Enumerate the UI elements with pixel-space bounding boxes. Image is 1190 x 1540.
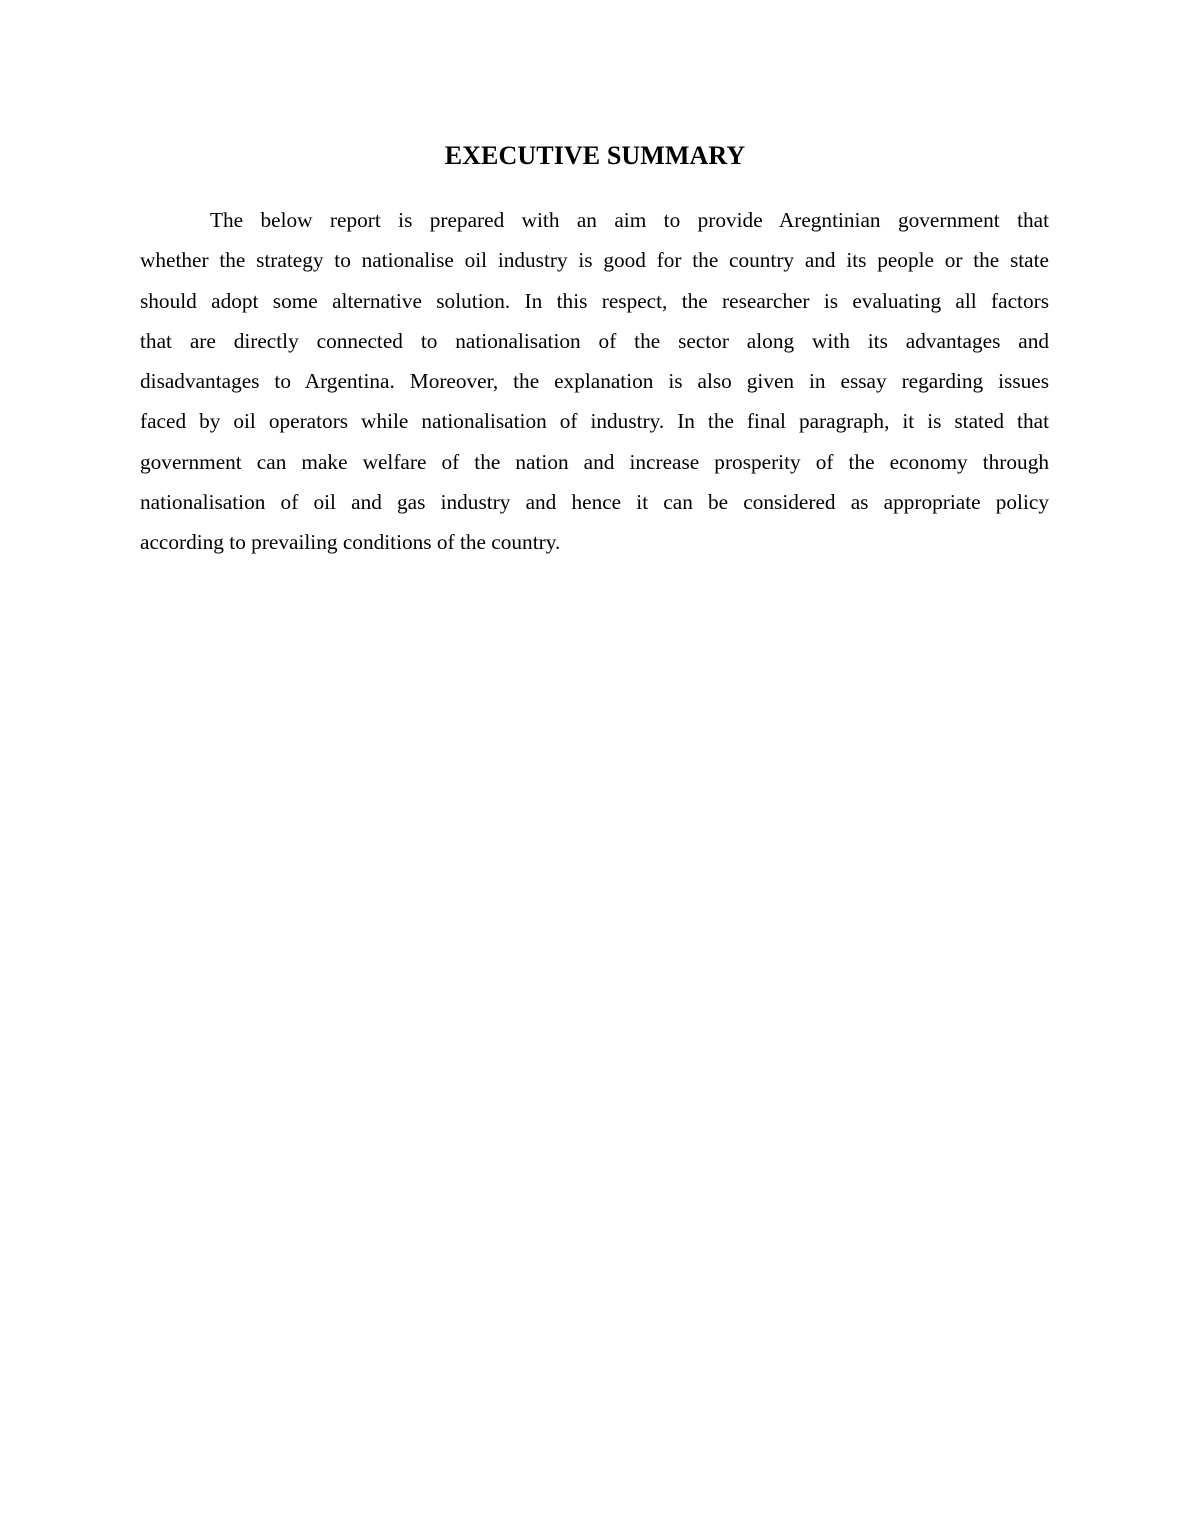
- paragraph-line: that are directly connected to nationalisation of the sector along with its advantages and: [140, 328, 1049, 353]
- paragraph-line: The below report is prepared with an aim to provide Aregntinian government that: [210, 208, 1049, 232]
- paragraph-line: whether the strategy to nationalise oil industry is good for the country and its people or the state: [140, 248, 1049, 273]
- page-title: EXECUTIVE SUMMARY: [444, 141, 746, 170]
- paragraph-line: government can make welfare of the nation and increase prosperity of the economy through: [140, 449, 1049, 474]
- paragraph-line: should adopt some alternative solution. In this respect, the researcher is evaluating all factors: [140, 288, 1049, 313]
- paragraph-line: nationalisation of oil and gas industry and hence it can be considered as appropriate policy: [140, 490, 1049, 515]
- executive-summary-paragraph: [140, 204, 1049, 567]
- paragraph-line: faced by oil operators while nationalisation of industry. In the final paragraph, it is stated that: [140, 409, 1049, 434]
- paragraph-line: disadvantages to Argentina. Moreover, the explanation is also given in essay regarding issues: [140, 369, 1049, 394]
- paragraph-line: according to prevailing conditions of the country.: [140, 530, 561, 555]
